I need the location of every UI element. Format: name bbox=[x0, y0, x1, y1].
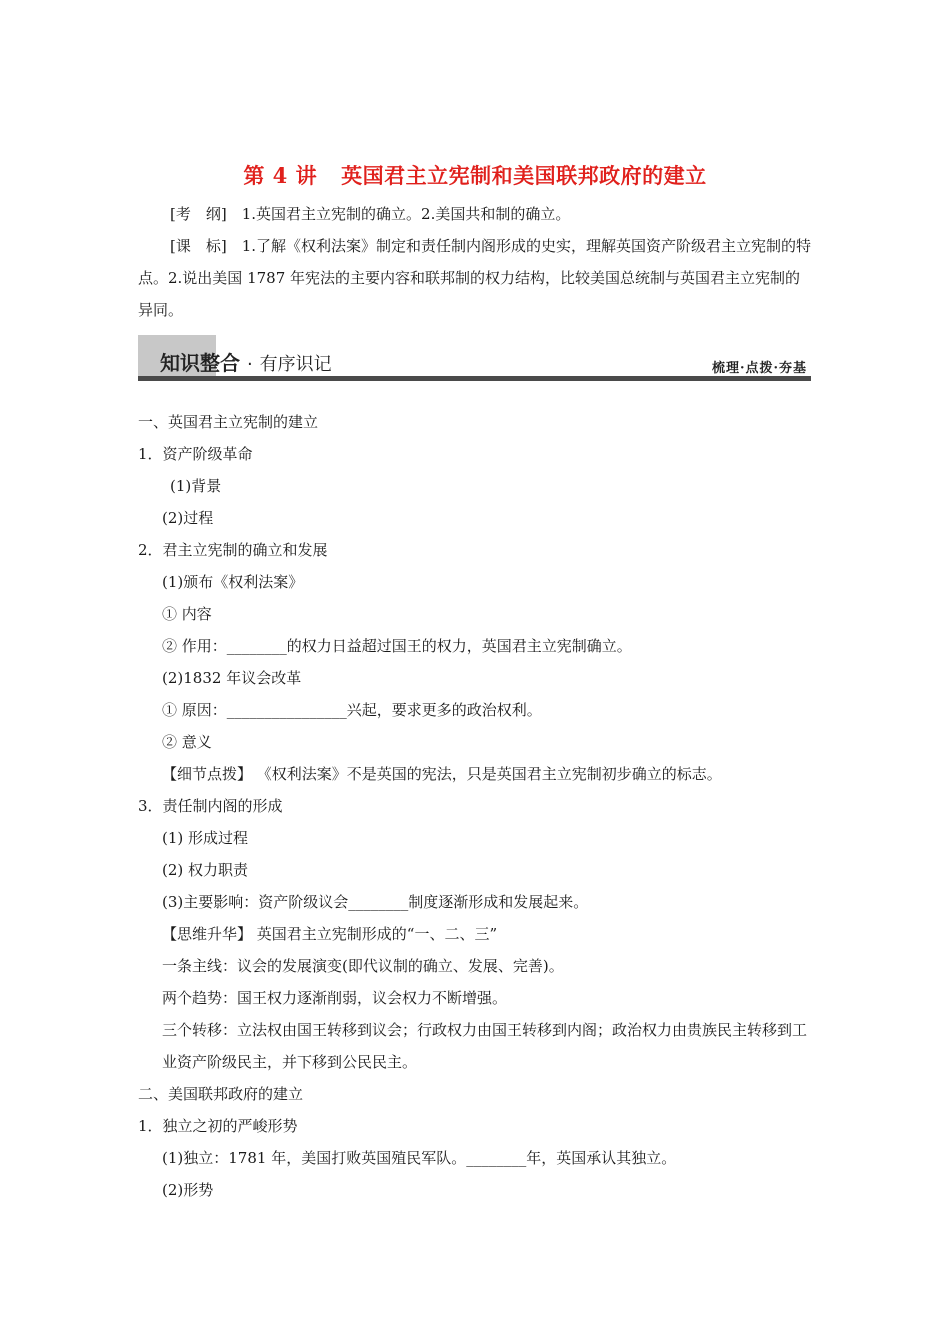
kaogang-label: [考 纲] bbox=[170, 205, 227, 223]
banner-right-label: 梳理·点拨·夯基 bbox=[711, 361, 807, 376]
banner-heading bbox=[160, 347, 332, 376]
subitem: ① 内容 bbox=[162, 605, 212, 623]
section-banner bbox=[138, 335, 811, 383]
syllabus-block bbox=[138, 198, 813, 326]
banner-heading-main: 知识整合 bbox=[160, 351, 240, 375]
banner-dot: · bbox=[246, 354, 253, 375]
subitem: (2) 权力职责 bbox=[162, 861, 249, 879]
kebiao-label: [课 标] bbox=[170, 237, 227, 255]
subitem: (1)背景 bbox=[170, 477, 222, 495]
subitem: (2)过程 bbox=[162, 509, 214, 527]
subitem: ② 作用：________的权力日益超过国王的权力，英国君主立宪制确立。 bbox=[162, 637, 632, 655]
detail-note: 【细节点拨】 《权利法案》不是英国的宪法，只是英国君主立宪制初步确立的标志。 bbox=[162, 765, 722, 783]
item-1: 1．资产阶级革命 bbox=[138, 445, 253, 463]
subitem: ② 意义 bbox=[162, 733, 212, 751]
lesson-title bbox=[0, 160, 950, 190]
subitem: (1) 形成过程 bbox=[162, 829, 249, 847]
subitem: (1)颁布《权利法案》 bbox=[162, 573, 304, 591]
summary-line: 一条主线：议会的发展演变(即代议制的确立、发展、完善)。 bbox=[162, 957, 564, 975]
subitem: ① 原因：________________兴起，要求更多的政治权利。 bbox=[162, 701, 542, 719]
subitem: (2)形势 bbox=[162, 1181, 214, 1199]
section-heading-2: 二、美国联邦政府的建立 bbox=[138, 1085, 304, 1103]
kebiao-line bbox=[138, 230, 813, 326]
kaogang-line bbox=[138, 198, 813, 230]
subitem: (2)1832 年议会改革 bbox=[162, 669, 302, 687]
subitem: (1)独立：1781 年，美国打败英国殖民军队。________年，英国承认其独立。 bbox=[162, 1149, 677, 1167]
summary-line: 三个转移：立法权由国王转移到议会；行政权力由国王转移到内阁；政治权力由贵族民主转移到工业资产阶级民主，并下移到公民民主。 bbox=[162, 1021, 808, 1071]
content-body bbox=[138, 406, 813, 1206]
lesson-number: 第 4 讲 bbox=[243, 163, 318, 188]
banner-subheading: 有序识记 bbox=[259, 354, 332, 375]
banner-underline bbox=[138, 376, 811, 381]
summary-line: 两个趋势：国王权力逐渐削弱，议会权力不断增强。 bbox=[162, 989, 508, 1007]
item-3: 3．责任制内阁的形成 bbox=[138, 797, 283, 815]
kaogang-text: 1.英国君主立宪制的确立。2.美国共和制的确立。 bbox=[241, 205, 571, 223]
subitem: (3)主要影响：资产阶级议会________制度逐渐形成和发展起来。 bbox=[162, 893, 589, 911]
thinking-note: 【思维升华】 英国君主立宪制形成的“一、二、三” bbox=[162, 925, 498, 943]
item-2: 2．君主立宪制的确立和发展 bbox=[138, 541, 328, 559]
lesson-name: 英国君主立宪制和美国联邦政府的建立 bbox=[341, 163, 707, 188]
section-heading-1: 一、英国君主立宪制的建立 bbox=[138, 413, 319, 431]
kebiao-text: 1.了解《权利法案》制定和责任制内阁形成的史实，理解英国资产阶级君主立宪制的特点。2.说出美国 1787 年宪法的主要内容和联邦制的权力结构，比较美国总统制与英国君主立宪制的异同。 bbox=[138, 237, 812, 319]
item-1: 1．独立之初的严峻形势 bbox=[138, 1117, 298, 1135]
